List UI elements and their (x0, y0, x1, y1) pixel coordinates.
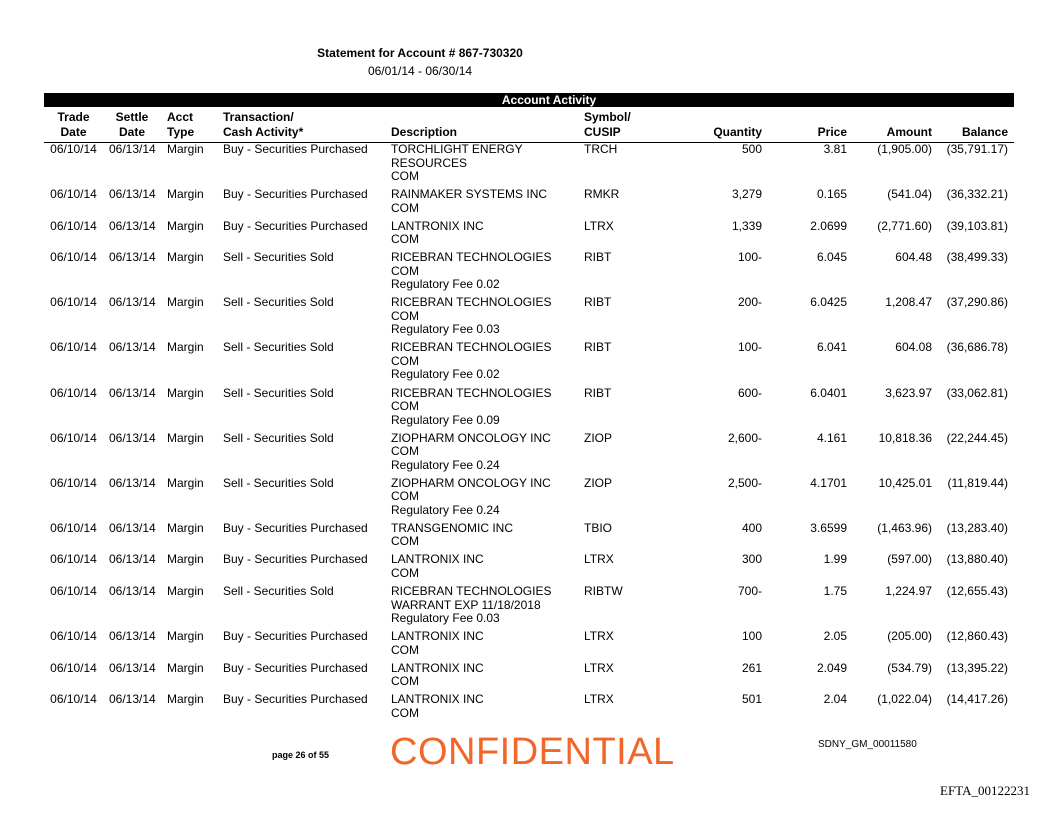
quantity-cell: 100- (737, 250, 762, 265)
col-header-acct-type: Acct Type (167, 110, 195, 139)
description-line: Regulatory Fee 0.09 (391, 412, 500, 427)
description-line: ZIOPHARM ONCOLOGY INC (391, 430, 551, 445)
description-line: COM (391, 399, 419, 414)
description-line: LANTRONIX INC (391, 218, 484, 233)
description-cell (385, 662, 578, 694)
symbol-cell: LTRX (584, 692, 614, 707)
price-cell: 6.0425 (810, 295, 847, 310)
col-header-amount: Amount (886, 125, 932, 139)
transaction-cell: Sell - Securities Sold (223, 250, 334, 265)
efta-number: EFTA_00122231 (940, 783, 1030, 798)
acct-type-cell: Margin (167, 584, 204, 599)
balance-cell: (33,062.81) (946, 385, 1008, 400)
transaction-cell: Buy - Securities Purchased (223, 660, 368, 675)
table-row (44, 522, 1014, 554)
table-row (44, 143, 1014, 189)
col-header-description: Description (391, 125, 458, 139)
quantity-cell: 3,279 (731, 187, 762, 202)
amount-cell: (1,022.04) (877, 692, 932, 707)
settle-date-cell: 06/13/14 (109, 340, 156, 355)
acct-type-cell: Margin (167, 660, 204, 675)
transaction-cell: Sell - Securities Sold (223, 430, 334, 445)
description-cell (385, 585, 578, 630)
symbol-cell: RIBT (584, 385, 612, 400)
trade-date-cell: 06/10/14 (50, 552, 97, 567)
settle-date-cell: 06/13/14 (109, 584, 156, 599)
description-line: COM (391, 642, 419, 657)
trade-date-cell: 06/10/14 (50, 584, 97, 599)
settle-date-cell: 06/13/14 (109, 218, 156, 233)
price-cell: 0.165 (816, 187, 847, 202)
balance-cell: (13,283.40) (946, 520, 1008, 535)
acct-type-cell: Margin (167, 295, 204, 310)
transaction-cell: Sell - Securities Sold (223, 340, 334, 355)
page-number: page 26 of 55 (272, 750, 330, 760)
trade-date-cell: 06/10/14 (50, 340, 97, 355)
quantity-cell: 1,339 (731, 218, 762, 233)
description-cell (385, 553, 578, 585)
description-line: LANTRONIX INC (391, 692, 484, 707)
section-title-bar (44, 93, 1014, 107)
acct-type-cell: Margin (167, 475, 204, 490)
symbol-cell: LTRX (584, 629, 614, 644)
symbol-cell: RIBTW (584, 584, 623, 599)
description-cell (385, 693, 578, 725)
description-line: LANTRONIX INC (391, 660, 484, 675)
table-row (44, 662, 1014, 694)
quantity-cell: 600- (737, 385, 762, 400)
settle-date-cell: 06/13/14 (109, 660, 156, 675)
description-line: Regulatory Fee 0.03 (391, 611, 500, 626)
price-cell: 2.049 (816, 660, 847, 675)
acct-type-cell: Margin (167, 385, 204, 400)
settle-date-cell: 06/13/14 (109, 475, 156, 490)
acct-type-cell: Margin (167, 692, 204, 707)
settle-date-cell: 06/13/14 (109, 250, 156, 265)
trade-date-cell: 06/10/14 (50, 385, 97, 400)
transaction-cell: Buy - Securities Purchased (223, 629, 368, 644)
section-title: Account Activity (501, 93, 597, 107)
price-cell: 6.0401 (810, 385, 847, 400)
description-line: RAINMAKER SYSTEMS INC (391, 187, 548, 202)
description-line: Regulatory Fee 0.02 (391, 367, 500, 382)
symbol-cell: ZIOP (584, 430, 613, 445)
transaction-cell: Sell - Securities Sold (223, 475, 334, 490)
settle-date-cell: 06/13/14 (109, 295, 156, 310)
price-cell: 4.1701 (810, 475, 847, 490)
description-cell (385, 630, 578, 662)
amount-cell: 1,208.47 (885, 295, 932, 310)
symbol-cell: RMKR (584, 187, 620, 202)
description-line: RICEBRAN TECHNOLOGIES (391, 385, 552, 400)
description-line: COM (391, 263, 419, 278)
balance-cell: (36,686.78) (946, 340, 1008, 355)
quantity-cell: 300 (741, 552, 762, 567)
amount-cell: 604.48 (895, 250, 932, 265)
acct-type-cell: Margin (167, 520, 204, 535)
symbol-cell: RIBT (584, 250, 612, 265)
price-cell: 3.81 (823, 142, 847, 156)
symbol-cell: TRCH (584, 142, 618, 156)
col-header-trade-date: Trade Date (57, 110, 90, 139)
acct-type-cell: Margin (167, 430, 204, 445)
quantity-cell: 2,600- (727, 430, 762, 445)
amount-cell: (2,771.60) (877, 218, 932, 233)
trade-date-cell: 06/10/14 (50, 520, 97, 535)
price-cell: 1.75 (823, 584, 847, 599)
description-line: WARRANT EXP 11/18/2018 (391, 597, 541, 612)
amount-cell: 3,623.97 (885, 385, 932, 400)
table-row (44, 341, 1014, 386)
trade-date-cell: 06/10/14 (50, 475, 97, 490)
price-cell: 3.6599 (810, 520, 847, 535)
statement-title: Statement for Account # 867-730320 (317, 46, 523, 60)
balance-cell: (37,290.86) (946, 295, 1008, 310)
settle-date-cell: 06/13/14 (109, 187, 156, 202)
settle-date-cell: 06/13/14 (109, 629, 156, 644)
col-header-quantity: Quantity (713, 125, 762, 139)
description-line: RICEBRAN TECHNOLOGIES (391, 295, 552, 310)
description-cell (385, 188, 578, 220)
settle-date-cell: 06/13/14 (109, 552, 156, 567)
amount-cell: 10,818.36 (878, 430, 932, 445)
amount-cell: 604.08 (895, 340, 932, 355)
description-cell (385, 387, 578, 432)
price-cell: 2.05 (823, 629, 847, 644)
settle-date-cell: 06/13/14 (109, 385, 156, 400)
amount-cell: (534.79) (887, 660, 932, 675)
transaction-cell: Sell - Securities Sold (223, 385, 334, 400)
description-line: COM (391, 444, 419, 459)
balance-cell: (22,244.45) (946, 430, 1008, 445)
description-line: Regulatory Fee 0.24 (391, 502, 500, 517)
amount-cell: (597.00) (887, 552, 932, 567)
acct-type-cell: Margin (167, 142, 204, 156)
trade-date-cell: 06/10/14 (50, 250, 97, 265)
description-line: COM (391, 200, 419, 215)
description-line: Regulatory Fee 0.03 (391, 322, 500, 337)
quantity-cell: 501 (741, 692, 762, 707)
table-row (44, 296, 1014, 341)
table-row (44, 553, 1014, 585)
description-line: Regulatory Fee 0.24 (391, 457, 500, 472)
description-cell (385, 296, 578, 341)
statement-period: 06/01/14 - 06/30/14 (367, 64, 473, 78)
description-line: COM (391, 353, 419, 368)
description-line: TORCHLIGHT ENERGY (391, 142, 523, 156)
description-cell (385, 251, 578, 296)
balance-cell: (35,791.17) (946, 142, 1008, 156)
acct-type-cell: Margin (167, 250, 204, 265)
description-line: COM (391, 705, 419, 720)
amount-cell: (205.00) (887, 629, 932, 644)
description-cell (385, 143, 578, 189)
balance-cell: (12,655.43) (946, 584, 1008, 599)
transaction-cell: Buy - Securities Purchased (223, 520, 368, 535)
description-line: RICEBRAN TECHNOLOGIES (391, 340, 552, 355)
transaction-cell: Buy - Securities Purchased (223, 692, 368, 707)
quantity-cell: 500 (741, 142, 762, 156)
col-header-settle-date: Settle Date (115, 110, 149, 139)
balance-cell: (11,819.44) (947, 475, 1008, 490)
trade-date-cell: 06/10/14 (50, 430, 97, 445)
description-cell (385, 220, 578, 252)
price-cell: 4.161 (816, 430, 847, 445)
table-header-row (44, 110, 1014, 143)
table-row (44, 387, 1014, 432)
acct-type-cell: Margin (167, 218, 204, 233)
price-cell: 1.99 (823, 552, 847, 567)
col-header-price: Price (817, 125, 847, 139)
quantity-cell: 2,500- (727, 475, 762, 490)
settle-date-cell: 06/13/14 (109, 430, 156, 445)
transaction-cell: Sell - Securities Sold (223, 584, 334, 599)
acct-type-cell: Margin (167, 552, 204, 567)
description-line: COM (391, 534, 419, 549)
bates-number: SDNY_GM_00011580 (818, 739, 917, 750)
acct-type-cell: Margin (167, 629, 204, 644)
balance-cell: (13,880.40) (946, 552, 1008, 567)
balance-cell: (39,103.81) (946, 218, 1008, 233)
trade-date-cell: 06/10/14 (50, 295, 97, 310)
activity-table (44, 110, 1014, 725)
table-row (44, 585, 1014, 630)
description-line: COM (391, 674, 419, 689)
transaction-cell: Buy - Securities Purchased (223, 187, 368, 202)
description-line: TRANSGENOMIC INC (391, 520, 514, 535)
description-line: RICEBRAN TECHNOLOGIES (391, 584, 552, 599)
transaction-cell: Sell - Securities Sold (223, 295, 334, 310)
symbol-cell: ZIOP (584, 475, 613, 490)
description-line: COM (391, 169, 419, 183)
description-line: COM (391, 232, 419, 247)
quantity-cell: 100- (737, 340, 762, 355)
price-cell: 2.0699 (810, 218, 847, 233)
description-line: COM (391, 489, 419, 504)
table-row (44, 630, 1014, 662)
description-line: COM (391, 308, 419, 323)
description-line: LANTRONIX INC (391, 629, 484, 644)
table-row (44, 693, 1014, 725)
trade-date-cell: 06/10/14 (50, 142, 97, 156)
table-row (44, 477, 1014, 522)
description-line: ZIOPHARM ONCOLOGY INC (391, 475, 551, 490)
description-cell (385, 432, 578, 477)
col-header-balance: Balance (961, 125, 1008, 139)
amount-cell: 10,425.01 (878, 475, 932, 490)
balance-cell: (36,332.21) (946, 187, 1008, 202)
acct-type-cell: Margin (167, 340, 204, 355)
description-line: RESOURCES (391, 155, 468, 170)
amount-cell: 1,224.97 (885, 584, 932, 599)
description-line: RICEBRAN TECHNOLOGIES (391, 250, 552, 265)
description-line: LANTRONIX INC (391, 552, 484, 567)
trade-date-cell: 06/10/14 (50, 218, 97, 233)
balance-cell: (12,860.43) (946, 629, 1008, 644)
price-cell: 6.041 (816, 340, 847, 355)
amount-cell: (1,463.96) (877, 520, 932, 535)
description-cell (385, 341, 578, 386)
quantity-cell: 700- (737, 584, 762, 599)
description-line: Regulatory Fee 0.02 (391, 277, 500, 292)
trade-date-cell: 06/10/14 (50, 692, 97, 707)
balance-cell: (14,417.26) (946, 692, 1008, 707)
col-header-symbol: Symbol/ CUSIP (584, 110, 631, 139)
acct-type-cell: Margin (167, 187, 204, 202)
quantity-cell: 261 (741, 660, 762, 675)
symbol-cell: LTRX (584, 660, 614, 675)
symbol-cell: RIBT (584, 295, 612, 310)
table-row (44, 251, 1014, 296)
symbol-cell: TBIO (584, 520, 613, 535)
balance-cell: (38,499.33) (946, 250, 1008, 265)
settle-date-cell: 06/13/14 (109, 692, 156, 707)
settle-date-cell: 06/13/14 (109, 142, 156, 156)
transaction-cell: Buy - Securities Purchased (223, 142, 368, 156)
description-line: COM (391, 565, 419, 580)
settle-date-cell: 06/13/14 (109, 520, 156, 535)
price-cell: 6.045 (816, 250, 847, 265)
trade-date-cell: 06/10/14 (50, 187, 97, 202)
table-row (44, 432, 1014, 477)
description-cell (385, 522, 578, 554)
amount-cell: (1,905.00) (877, 142, 932, 156)
table-row (44, 220, 1014, 252)
confidential-stamp: CONFIDENTIAL (390, 731, 675, 773)
transaction-cell: Buy - Securities Purchased (223, 218, 368, 233)
symbol-cell: LTRX (584, 552, 614, 567)
quantity-cell: 400 (741, 520, 762, 535)
table-row (44, 188, 1014, 220)
balance-cell: (13,395.22) (946, 660, 1008, 675)
price-cell: 2.04 (823, 692, 847, 707)
quantity-cell: 100 (741, 629, 762, 644)
transaction-cell: Buy - Securities Purchased (223, 552, 368, 567)
trade-date-cell: 06/10/14 (50, 629, 97, 644)
symbol-cell: LTRX (584, 218, 614, 233)
description-cell (385, 477, 578, 522)
trade-date-cell: 06/10/14 (50, 660, 97, 675)
amount-cell: (541.04) (887, 187, 932, 202)
col-header-transaction: Transaction/ Cash Activity* (223, 110, 304, 139)
symbol-cell: RIBT (584, 340, 612, 355)
quantity-cell: 200- (737, 295, 762, 310)
